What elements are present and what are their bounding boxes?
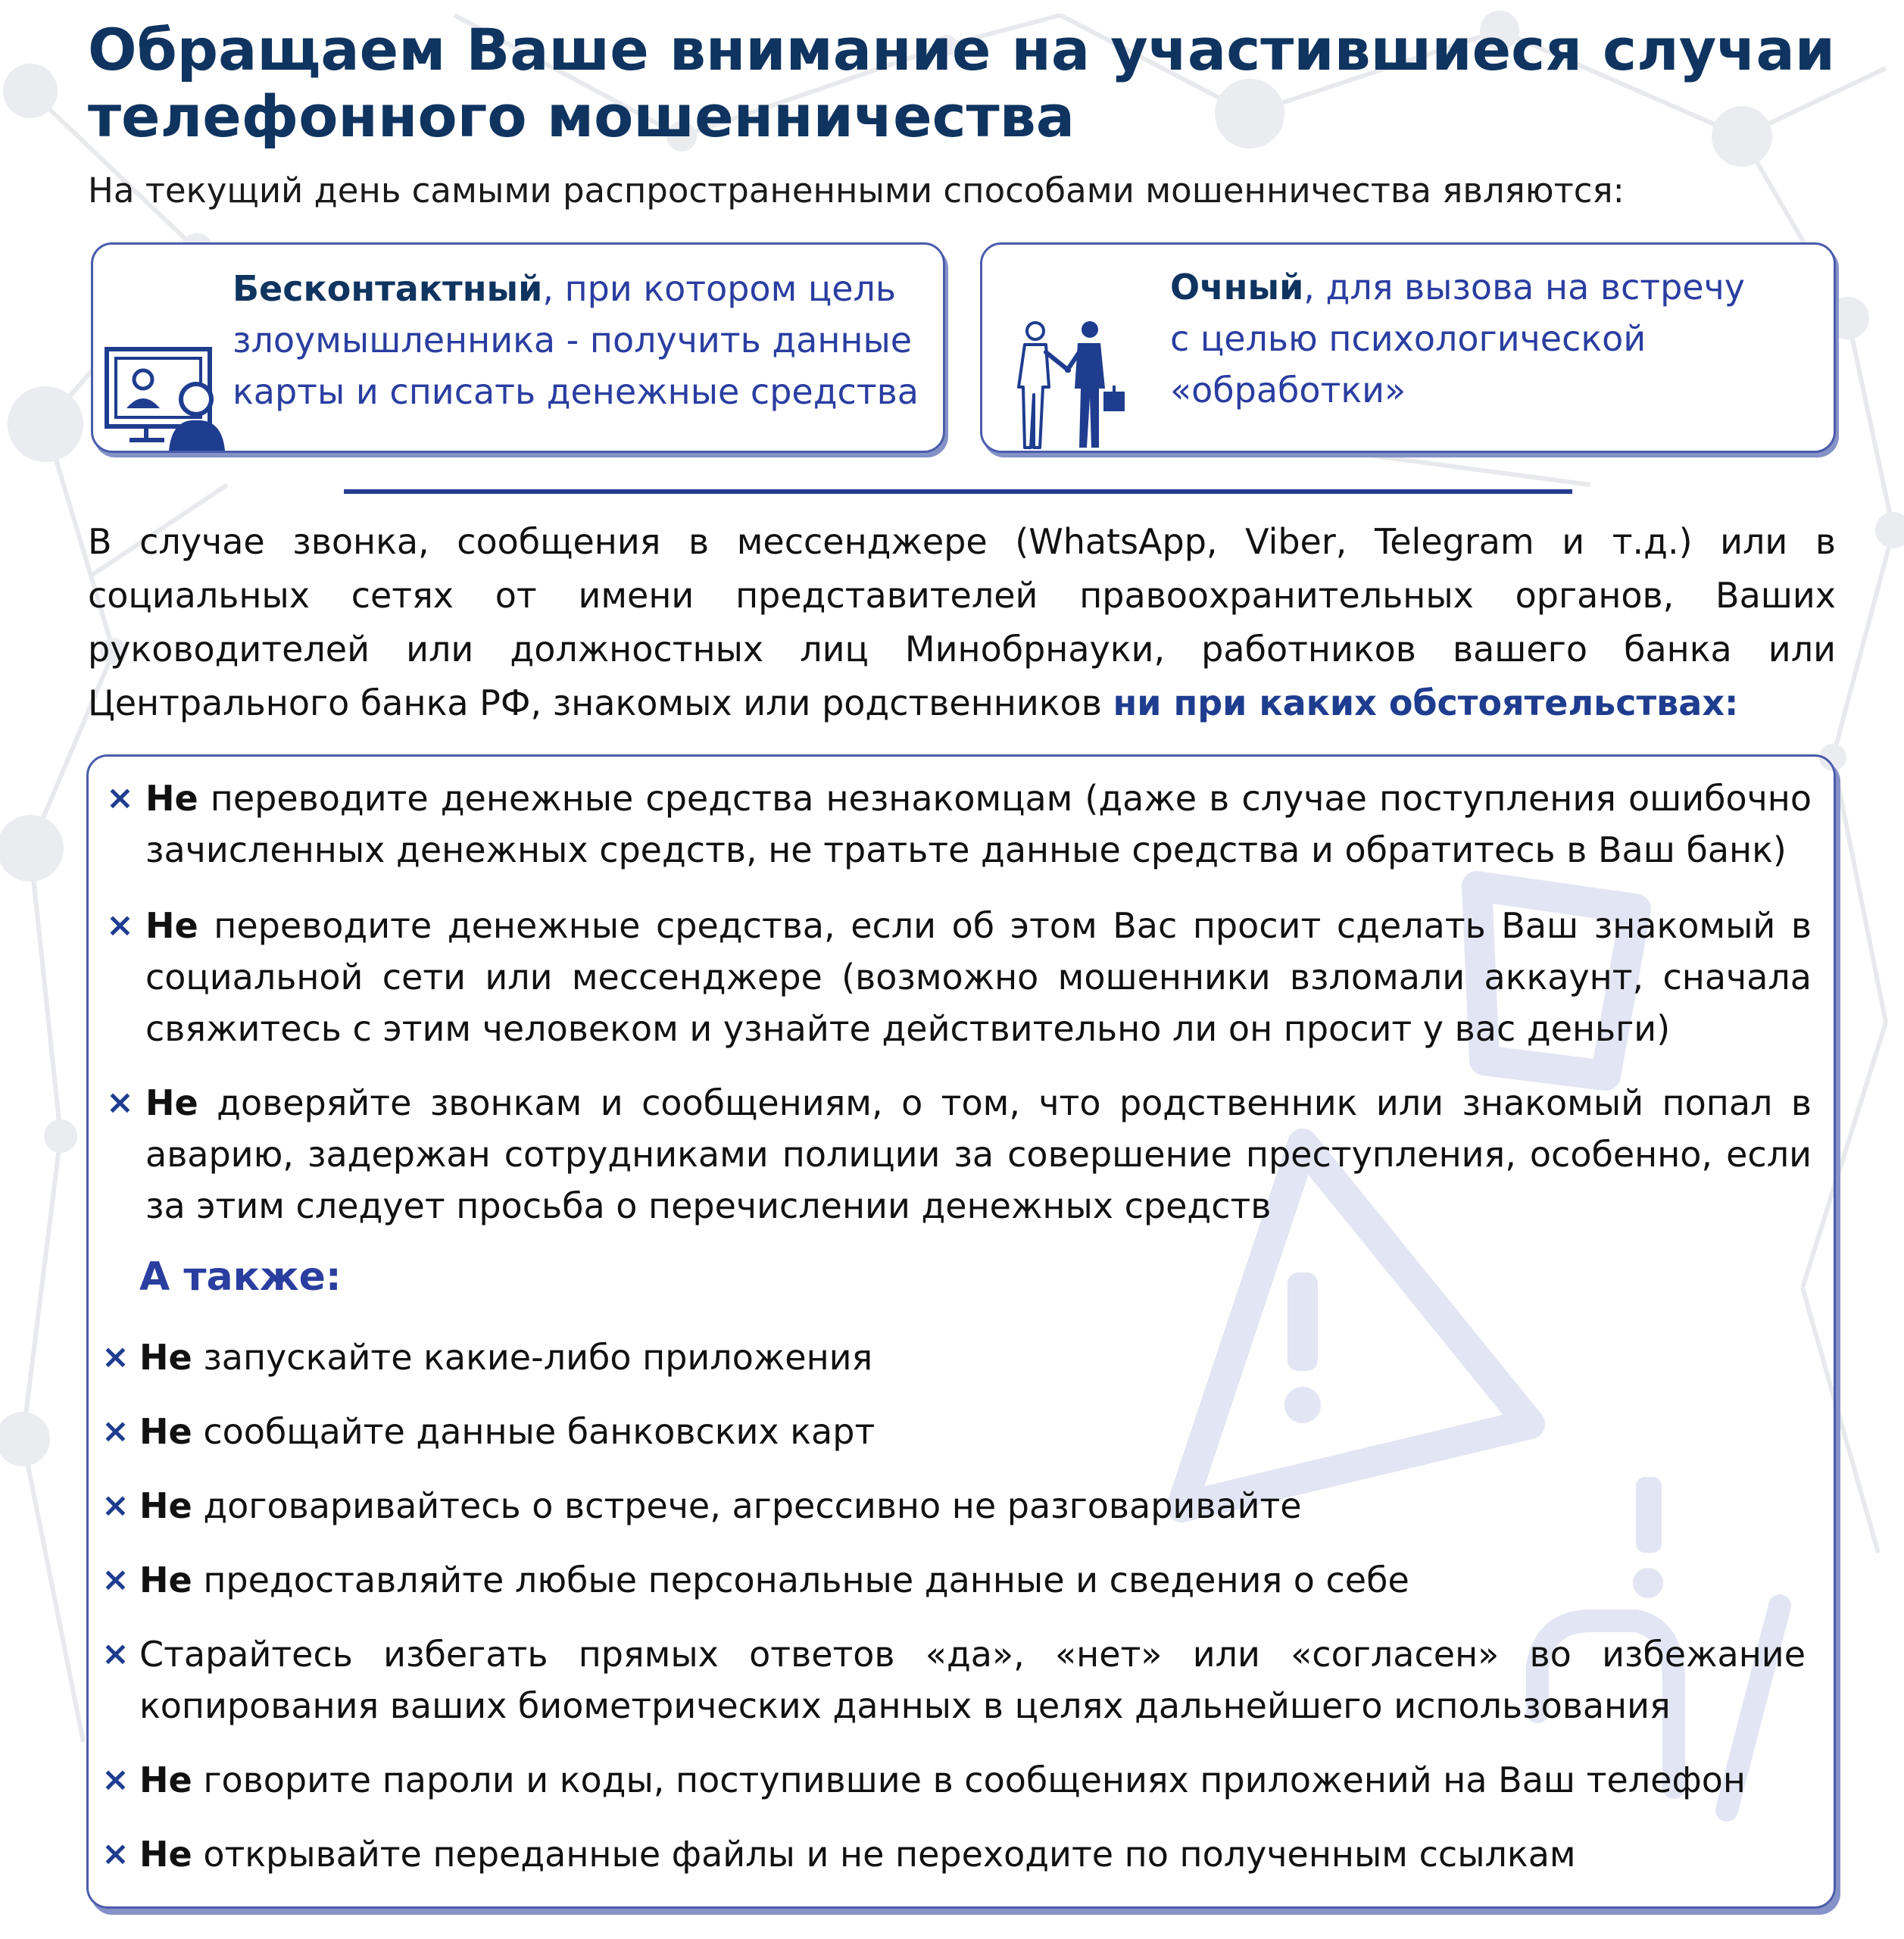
rule-item: × Не переводите денежные средства, если об этом Вас просит сделать Ваш знакомый в социальной сети или мессенджере (возможно мошенники взломали аккаунт, сначала свяжитесь с этим человеком и узнайте действительно ли он просит у вас деньги) (145, 900, 1812, 1054)
card-contactless-line1: , при котором цель (542, 268, 897, 309)
handshake-icon (1005, 319, 1132, 451)
card-in-person (980, 242, 1836, 453)
cross-icon: × (101, 1635, 130, 1673)
card-in-person-line2: с целью психологической (1170, 318, 1646, 359)
rule-item: × Не открывайте переданные файлы и не переходите по полученным ссылкам (139, 1828, 1806, 1880)
rule-item: × Старайтесь избегать прямых ответов «да», «нет» или «согласен» во избежание копирования ваших биометрических данных в целях дальнейшего использования (139, 1628, 1806, 1731)
intro-accent: ни при каких обстоятельствах: (1113, 682, 1739, 723)
rule-item: × Не запускайте какие-либо приложения (139, 1332, 1806, 1383)
cross-icon: × (101, 1486, 130, 1525)
rule-item: × Не договаривайтесь о встрече, агрессивно не разговаривайте (139, 1480, 1806, 1532)
card-contactless (91, 242, 945, 453)
also-heading: А также: (139, 1254, 342, 1300)
intro-paragraph (88, 515, 1836, 730)
cross-icon: × (101, 1760, 130, 1799)
cross-icon: × (101, 1834, 130, 1873)
rule-item: × Не сообщайте данные банковских карт (139, 1406, 1806, 1457)
card-in-person-line1: , для вызова на встречу (1303, 267, 1745, 308)
cross-icon: × (101, 1412, 130, 1450)
card-in-person-bold: Очный (1170, 267, 1304, 308)
cross-icon: × (101, 1338, 130, 1376)
card-in-person-line3: «обработки» (1170, 370, 1406, 411)
section-divider (344, 489, 1572, 494)
rule-item: × Не доверяйте звонкам и сообщениям, о том, что родственник или знакомый попал в аварию, задержан сотрудниками полиции за совершение преступления, особенно, если за этим следует просьба о перечислении денежных средств (145, 1077, 1812, 1232)
cross-icon: × (106, 1083, 134, 1122)
page-subtitle: На текущий день самыми распространенными способами мошенничества являются: (88, 170, 1625, 211)
rule-item: × Не говорите пароли и коды, поступившие в сообщениях приложений на Ваш телефон (139, 1754, 1806, 1806)
card-contactless-bold: Бесконтактный (233, 268, 543, 309)
video-call-icon (99, 343, 228, 451)
rule-item: × Не предоставляйте любые персональные данные и сведения о себе (139, 1554, 1806, 1606)
card-contactless-line2: злоумышленника - получить данные (233, 320, 913, 361)
intro-text: В случае звонка, сообщения в мессенджере (WhatsApp, Viber, Telegram и т.д.) или в социальных сетях от имени представителей правоохранительных органов, Ваших руководителей или должностных лиц Минобрнауки, работников вашего банка или Центрального банка РФ, знакомых или родственников (88, 521, 1836, 723)
page-title: Обращаем Ваше внимание на участившиеся случаи телефонного мошенничества (88, 16, 1835, 150)
card-contactless-line3: карты и списать денежные средства (233, 371, 919, 412)
cross-icon: × (101, 1560, 130, 1599)
rule-item: × Не переводите денежные средства незнакомцам (даже в случае поступления ошибочно зачисленных денежных средств, не тратьте данные средства и обратитесь в Ваш банк) (145, 773, 1812, 876)
cross-icon: × (106, 906, 134, 945)
cross-icon: × (106, 779, 134, 817)
